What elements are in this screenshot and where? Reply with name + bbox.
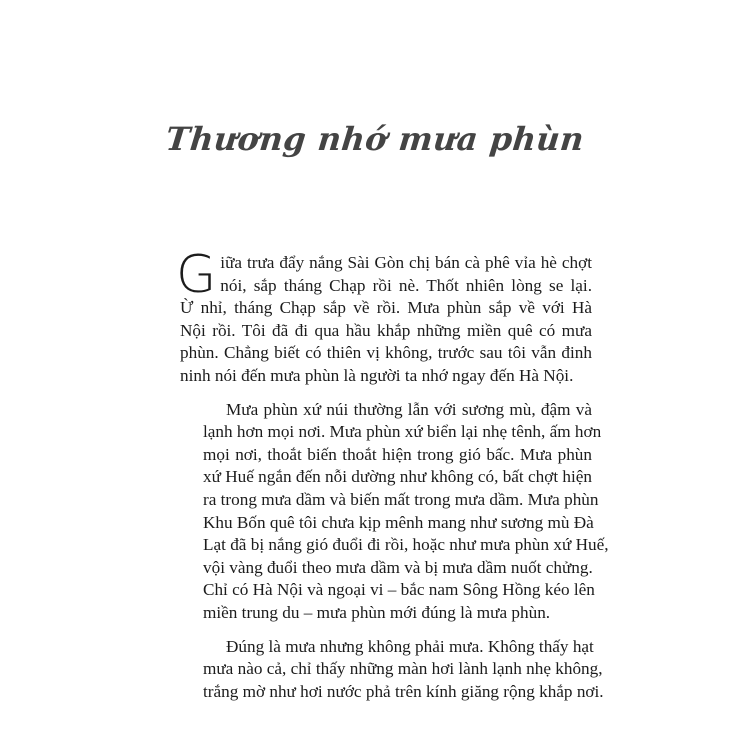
text-line: mọi nơi, thoắt biến thoắt hiện trong gió bấc. Mưa phùn <box>203 444 592 464</box>
chapter-title: Thương nhớ mưa phùn <box>163 120 587 158</box>
text-line: Nội rồi. Tôi đã đi qua hầu khắp những miền quê có mưa <box>180 320 592 340</box>
text-line: phùn. Chẳng biết có thiên vị không, trước sau tôi vẫn đinh <box>180 343 592 363</box>
text-line: Khu Bốn quê tôi chưa kịp mênh mang như sương mù Đà <box>203 512 594 532</box>
text-line: xứ Huế ngắn đến nỗi dường như không có, bất chợt hiện <box>203 467 592 487</box>
text-line: Mưa phùn xứ núi thường lẫn với sương mù, đậm và <box>226 399 592 419</box>
paragraph-3 <box>180 636 604 704</box>
text-line: nói, sắp tháng Chạp rồi nè. Thốt nhiên lòng se lại. <box>220 275 592 295</box>
text-line: Chỉ có Hà Nội và ngoại vi – bắc nam Sông Hồng kéo lên <box>203 580 595 600</box>
text-line: trắng mờ như hơi nước phả trên kính giăng rộng khắp nơi. <box>203 681 604 701</box>
text-line: ra trong mưa dầm và biến mất trong mưa dầm. Mưa phùn <box>203 489 599 509</box>
text-line: vội vàng đuổi theo mưa dầm và bị mưa dầm nuốt chửng. <box>203 557 593 577</box>
body-text <box>176 245 609 714</box>
paragraph-1 <box>176 245 592 388</box>
text-line: Ừ nhỉ, tháng Chạp sắp về rồi. Mưa phùn sắp về với Hà <box>180 298 592 318</box>
text-line: ninh nói đến mưa phùn là người ta nhớ ngay đến Hà Nội. <box>180 365 574 385</box>
drop-cap: G <box>176 245 217 305</box>
text-line: miền trung du – mưa phùn mới đúng là mưa phùn. <box>203 602 551 622</box>
text-line: Đúng là mưa nhưng không phải mưa. Không thấy hạt <box>226 636 594 656</box>
paragraph-2 <box>180 399 609 625</box>
text-line: mưa nào cả, chỉ thấy những màn hơi lành lạnh nhẹ không, <box>203 659 603 679</box>
text-line: lạnh hơn mọi nơi. Mưa phùn xứ biển lại nhẹ tênh, ấm hơn <box>203 422 602 442</box>
text-line: Lạt đã bị nắng gió đuổi đi rồi, hoặc như mưa phùn xứ Huế, <box>203 535 609 555</box>
text-line: iữa trưa đẩy nắng Sài Gòn chị bán cà phê vỉa hè chợt <box>220 253 592 272</box>
